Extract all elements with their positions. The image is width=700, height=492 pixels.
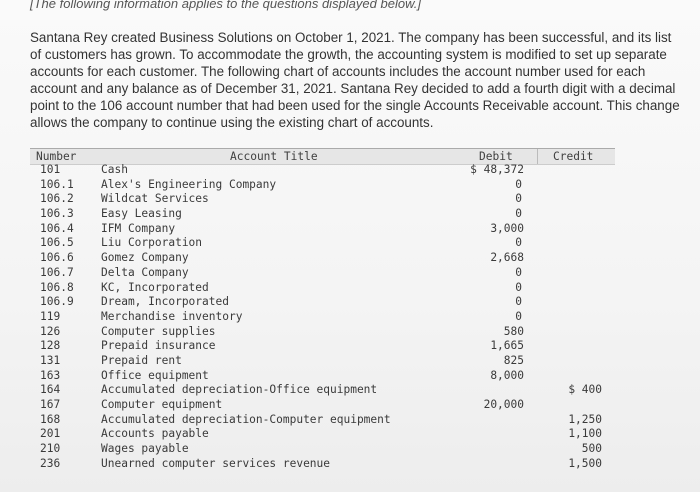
debit-amount: 3,000 bbox=[490, 221, 524, 235]
table-row bbox=[30, 222, 615, 237]
table-body bbox=[30, 163, 615, 471]
table-row bbox=[30, 369, 615, 384]
table-row bbox=[30, 163, 615, 178]
table-row bbox=[30, 398, 615, 413]
account-title: Computer supplies bbox=[101, 324, 216, 338]
account-number: 167 bbox=[40, 398, 61, 411]
account-number: 106.9 bbox=[40, 295, 74, 309]
account-number: 164 bbox=[40, 383, 61, 397]
debit-amount: 20,000 bbox=[483, 398, 524, 411]
table-row bbox=[30, 281, 615, 296]
debit-amount: 580 bbox=[503, 324, 524, 338]
debit-amount: 0 bbox=[515, 265, 522, 279]
table-row bbox=[30, 251, 615, 266]
account-number: 210 bbox=[40, 442, 61, 456]
header-credit: Credit bbox=[553, 150, 594, 163]
table-row bbox=[30, 207, 615, 222]
debit-amount: $ 48,372 bbox=[470, 163, 524, 176]
account-number: 131 bbox=[40, 353, 61, 367]
account-title: Liu Corporation bbox=[101, 236, 203, 250]
table-row bbox=[30, 310, 615, 325]
debit-amount: 0 bbox=[515, 177, 522, 191]
account-title: Accumulated depreciation-Computer equipment bbox=[101, 412, 391, 426]
debit-amount: 0 bbox=[515, 309, 522, 323]
debit-amount: 0 bbox=[515, 207, 522, 221]
account-title: Alex's Engineering Company bbox=[101, 177, 277, 191]
account-title: Wildcat Services bbox=[101, 192, 209, 206]
debit-amount: 0 bbox=[515, 236, 522, 250]
account-number: 126 bbox=[40, 324, 61, 338]
table-row bbox=[30, 442, 615, 457]
table-row bbox=[30, 339, 615, 354]
account-title: Dream, Incorporated bbox=[101, 295, 229, 309]
account-title: Prepaid insurance bbox=[101, 339, 216, 353]
table-row bbox=[30, 236, 615, 251]
table-row bbox=[30, 295, 615, 310]
debit-amount: 0 bbox=[515, 280, 522, 294]
account-title: Prepaid rent bbox=[101, 353, 182, 367]
header-number: Number bbox=[36, 150, 77, 163]
account-title: Accumulated depreciation-Office equipment bbox=[101, 383, 378, 397]
problem-description: Santana Rey created Business Solutions on October 1, 2021. The company has been successful, and its list of customers has grown. To accommodate the growth, the accounting system is modified to set up separate accounts for each customer. The following chart of accounts includes the account number used for each account and any balance as of December 31, 2021. Santana Rey decided to add a fourth digit with a decimal point to the 106 account number that had been used for the single Accounts Receivable account. This change allows the company to continue using the existing chart of accounts. bbox=[30, 30, 680, 130]
debit-amount: 825 bbox=[503, 353, 524, 367]
credit-amount: $ 400 bbox=[568, 383, 602, 397]
account-number: 236 bbox=[40, 456, 61, 470]
account-title: Merchandise inventory bbox=[101, 309, 243, 323]
debit-amount: 0 bbox=[515, 295, 522, 309]
header-debit: Debit bbox=[479, 150, 513, 163]
account-number: 119 bbox=[40, 309, 61, 323]
table-row bbox=[30, 457, 615, 472]
account-number: 106.2 bbox=[40, 192, 74, 206]
table-row bbox=[30, 192, 615, 207]
account-title: Office equipment bbox=[101, 368, 209, 382]
table-row bbox=[30, 266, 615, 281]
table-row bbox=[30, 178, 615, 193]
table-row bbox=[30, 354, 615, 369]
account-title: Gomez Company bbox=[101, 251, 189, 265]
account-title: Delta Company bbox=[101, 265, 189, 279]
debit-amount: 0 bbox=[515, 192, 522, 206]
account-number: 106.8 bbox=[40, 280, 74, 294]
table-row bbox=[30, 413, 615, 428]
table-row bbox=[30, 427, 615, 442]
account-number: 106.4 bbox=[40, 221, 74, 235]
account-title: Computer equipment bbox=[101, 398, 223, 411]
account-title: Unearned computer services revenue bbox=[101, 456, 331, 470]
account-title: KC, Incorporated bbox=[101, 280, 209, 294]
account-title: Wages payable bbox=[101, 442, 189, 456]
chart-of-accounts-table bbox=[30, 148, 615, 488]
account-number: 106.3 bbox=[40, 207, 74, 221]
account-number: 106.5 bbox=[40, 236, 74, 250]
account-number: 128 bbox=[40, 339, 61, 353]
debit-amount: 2,668 bbox=[490, 251, 524, 265]
debit-amount: 1,665 bbox=[490, 339, 524, 353]
account-number: 201 bbox=[40, 427, 61, 441]
table-row bbox=[30, 325, 615, 340]
account-number: 106.6 bbox=[40, 251, 74, 265]
account-title: IFM Company bbox=[101, 221, 176, 235]
credit-amount: 500 bbox=[581, 442, 602, 456]
intro-note: [The following information applies to the questions displayed below.] bbox=[30, 0, 421, 11]
account-number: 106.1 bbox=[40, 177, 74, 191]
account-title: Accounts payable bbox=[101, 427, 209, 441]
credit-amount: 1,100 bbox=[568, 427, 602, 441]
account-number: 101 bbox=[40, 163, 61, 176]
account-title: Easy Leasing bbox=[101, 207, 182, 221]
account-number: 168 bbox=[40, 412, 61, 426]
credit-amount: 1,250 bbox=[568, 412, 602, 426]
header-divider bbox=[537, 149, 538, 164]
table-row bbox=[30, 383, 615, 398]
account-number: 163 bbox=[40, 368, 61, 382]
debit-amount: 8,000 bbox=[490, 368, 524, 382]
account-title: Cash bbox=[101, 163, 128, 176]
credit-amount: 1,500 bbox=[568, 456, 602, 470]
account-number: 106.7 bbox=[40, 265, 74, 279]
header-account-title: Account Title bbox=[230, 150, 318, 163]
